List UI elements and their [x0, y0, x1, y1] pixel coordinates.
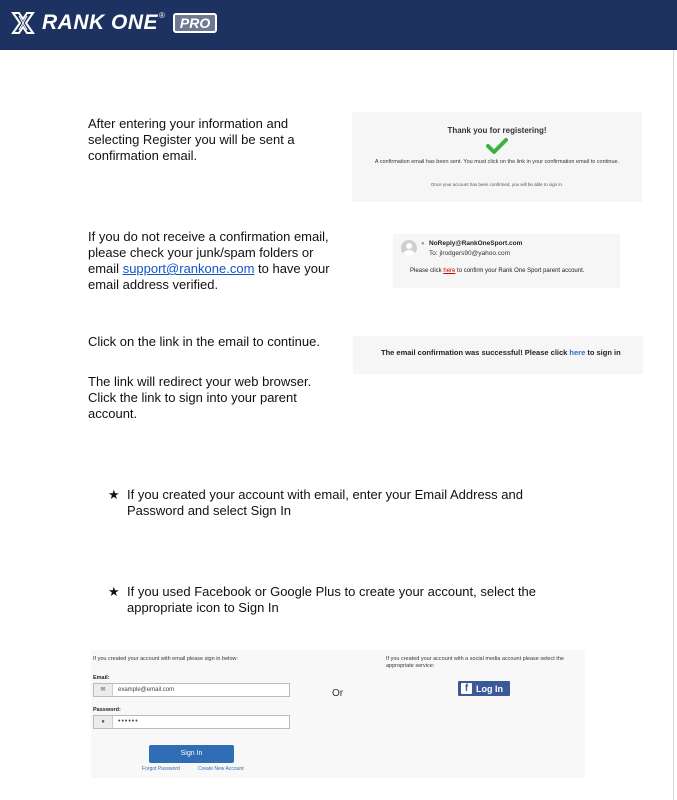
rank-one-logo [10, 10, 217, 36]
email-bullet-text: If you created your account with email, enter your Email Address and Password and select Sign In [127, 487, 523, 518]
or-separator: Or [332, 688, 344, 699]
email-field[interactable] [93, 683, 290, 697]
support-email-link[interactable]: support@rankone.com [122, 261, 255, 276]
sender-avatar [401, 240, 417, 256]
check-icon [486, 138, 508, 154]
forgot-password-link[interactable]: Forgot Password [142, 766, 180, 772]
success-text-after: to sign in [585, 348, 621, 357]
email-confirm-link[interactable]: here [443, 268, 456, 274]
email-body [410, 268, 584, 274]
registration-confirmation-panel [352, 112, 642, 202]
confirmation-success-panel [353, 336, 643, 374]
sign-in-panel [91, 650, 585, 778]
rank-one-x-icon [10, 10, 36, 36]
pro-badge: PRO [173, 13, 217, 33]
confirmation-sent-text: A confirmation email has been sent. You must click on the link in your confirmation email to continue. [374, 159, 620, 165]
facebook-login-button[interactable] [458, 681, 510, 696]
registered-mark: ® [159, 10, 165, 20]
facebook-icon: f [461, 683, 472, 694]
redirect-instruction: The link will redirect your web browser. Click the link to sign into your parent account. [88, 374, 312, 421]
success-text-before: The email confirmation was successful! Please click [381, 348, 570, 357]
confirmation-followup-text: Once your account has been confirmed, you will be able to sign in. [430, 182, 564, 187]
lock-icon: ● [94, 716, 113, 728]
star-icon: ★ [108, 584, 120, 599]
social-signin-hint: If you created your account with a social media account please select the appropriate service: [386, 656, 564, 669]
no-email-instruction [88, 229, 333, 293]
social-bullet-text: If you used Facebook or Google Plus to create your account, select the appropriate icon to Sign In [127, 584, 537, 615]
registration-title: Thank you for registering! [447, 126, 547, 135]
brand-name: RANK ONE [42, 11, 159, 34]
page-edge-divider [673, 50, 674, 800]
email-body-after: to confirm your Rank One Sport parent account. [455, 268, 585, 274]
email-signin-hint: If you created your account with email please sign in below: [93, 656, 238, 662]
email-body-before: Please click [410, 268, 444, 274]
password-value: •••••• [118, 718, 139, 725]
sign-in-button[interactable]: Sign In [149, 745, 234, 763]
success-message [381, 348, 621, 357]
no-email-text-before: If you do not receive a confirmation email, please check your junk/spam folders or email [88, 229, 329, 276]
no-email-text-after: to have your email address verified. [88, 261, 330, 292]
email-to: To: jlrodgers90@yahoo.com [429, 250, 511, 257]
click-link-instruction: Click on the link in the email to continue. [88, 334, 320, 349]
email-preview-panel [393, 234, 620, 288]
email-placeholder: example@email.com [118, 687, 175, 693]
facebook-login-label: Log In [476, 683, 503, 694]
sign-in-here-link[interactable]: here [569, 348, 586, 357]
register-instruction: After entering your information and selecting Register you will be sent a confirmation email. [88, 116, 295, 163]
header-bar [0, 0, 677, 50]
password-field[interactable] [93, 715, 290, 729]
star-icon: ★ [108, 487, 120, 502]
email-from: NoReply@RankOneSport.com [429, 240, 523, 247]
dot-icon: ● [421, 241, 425, 247]
envelope-icon: ✉ [94, 684, 113, 696]
password-label: Password: [93, 707, 121, 713]
create-account-link[interactable]: Create New Account [198, 766, 244, 772]
email-label: Email: [93, 675, 110, 681]
